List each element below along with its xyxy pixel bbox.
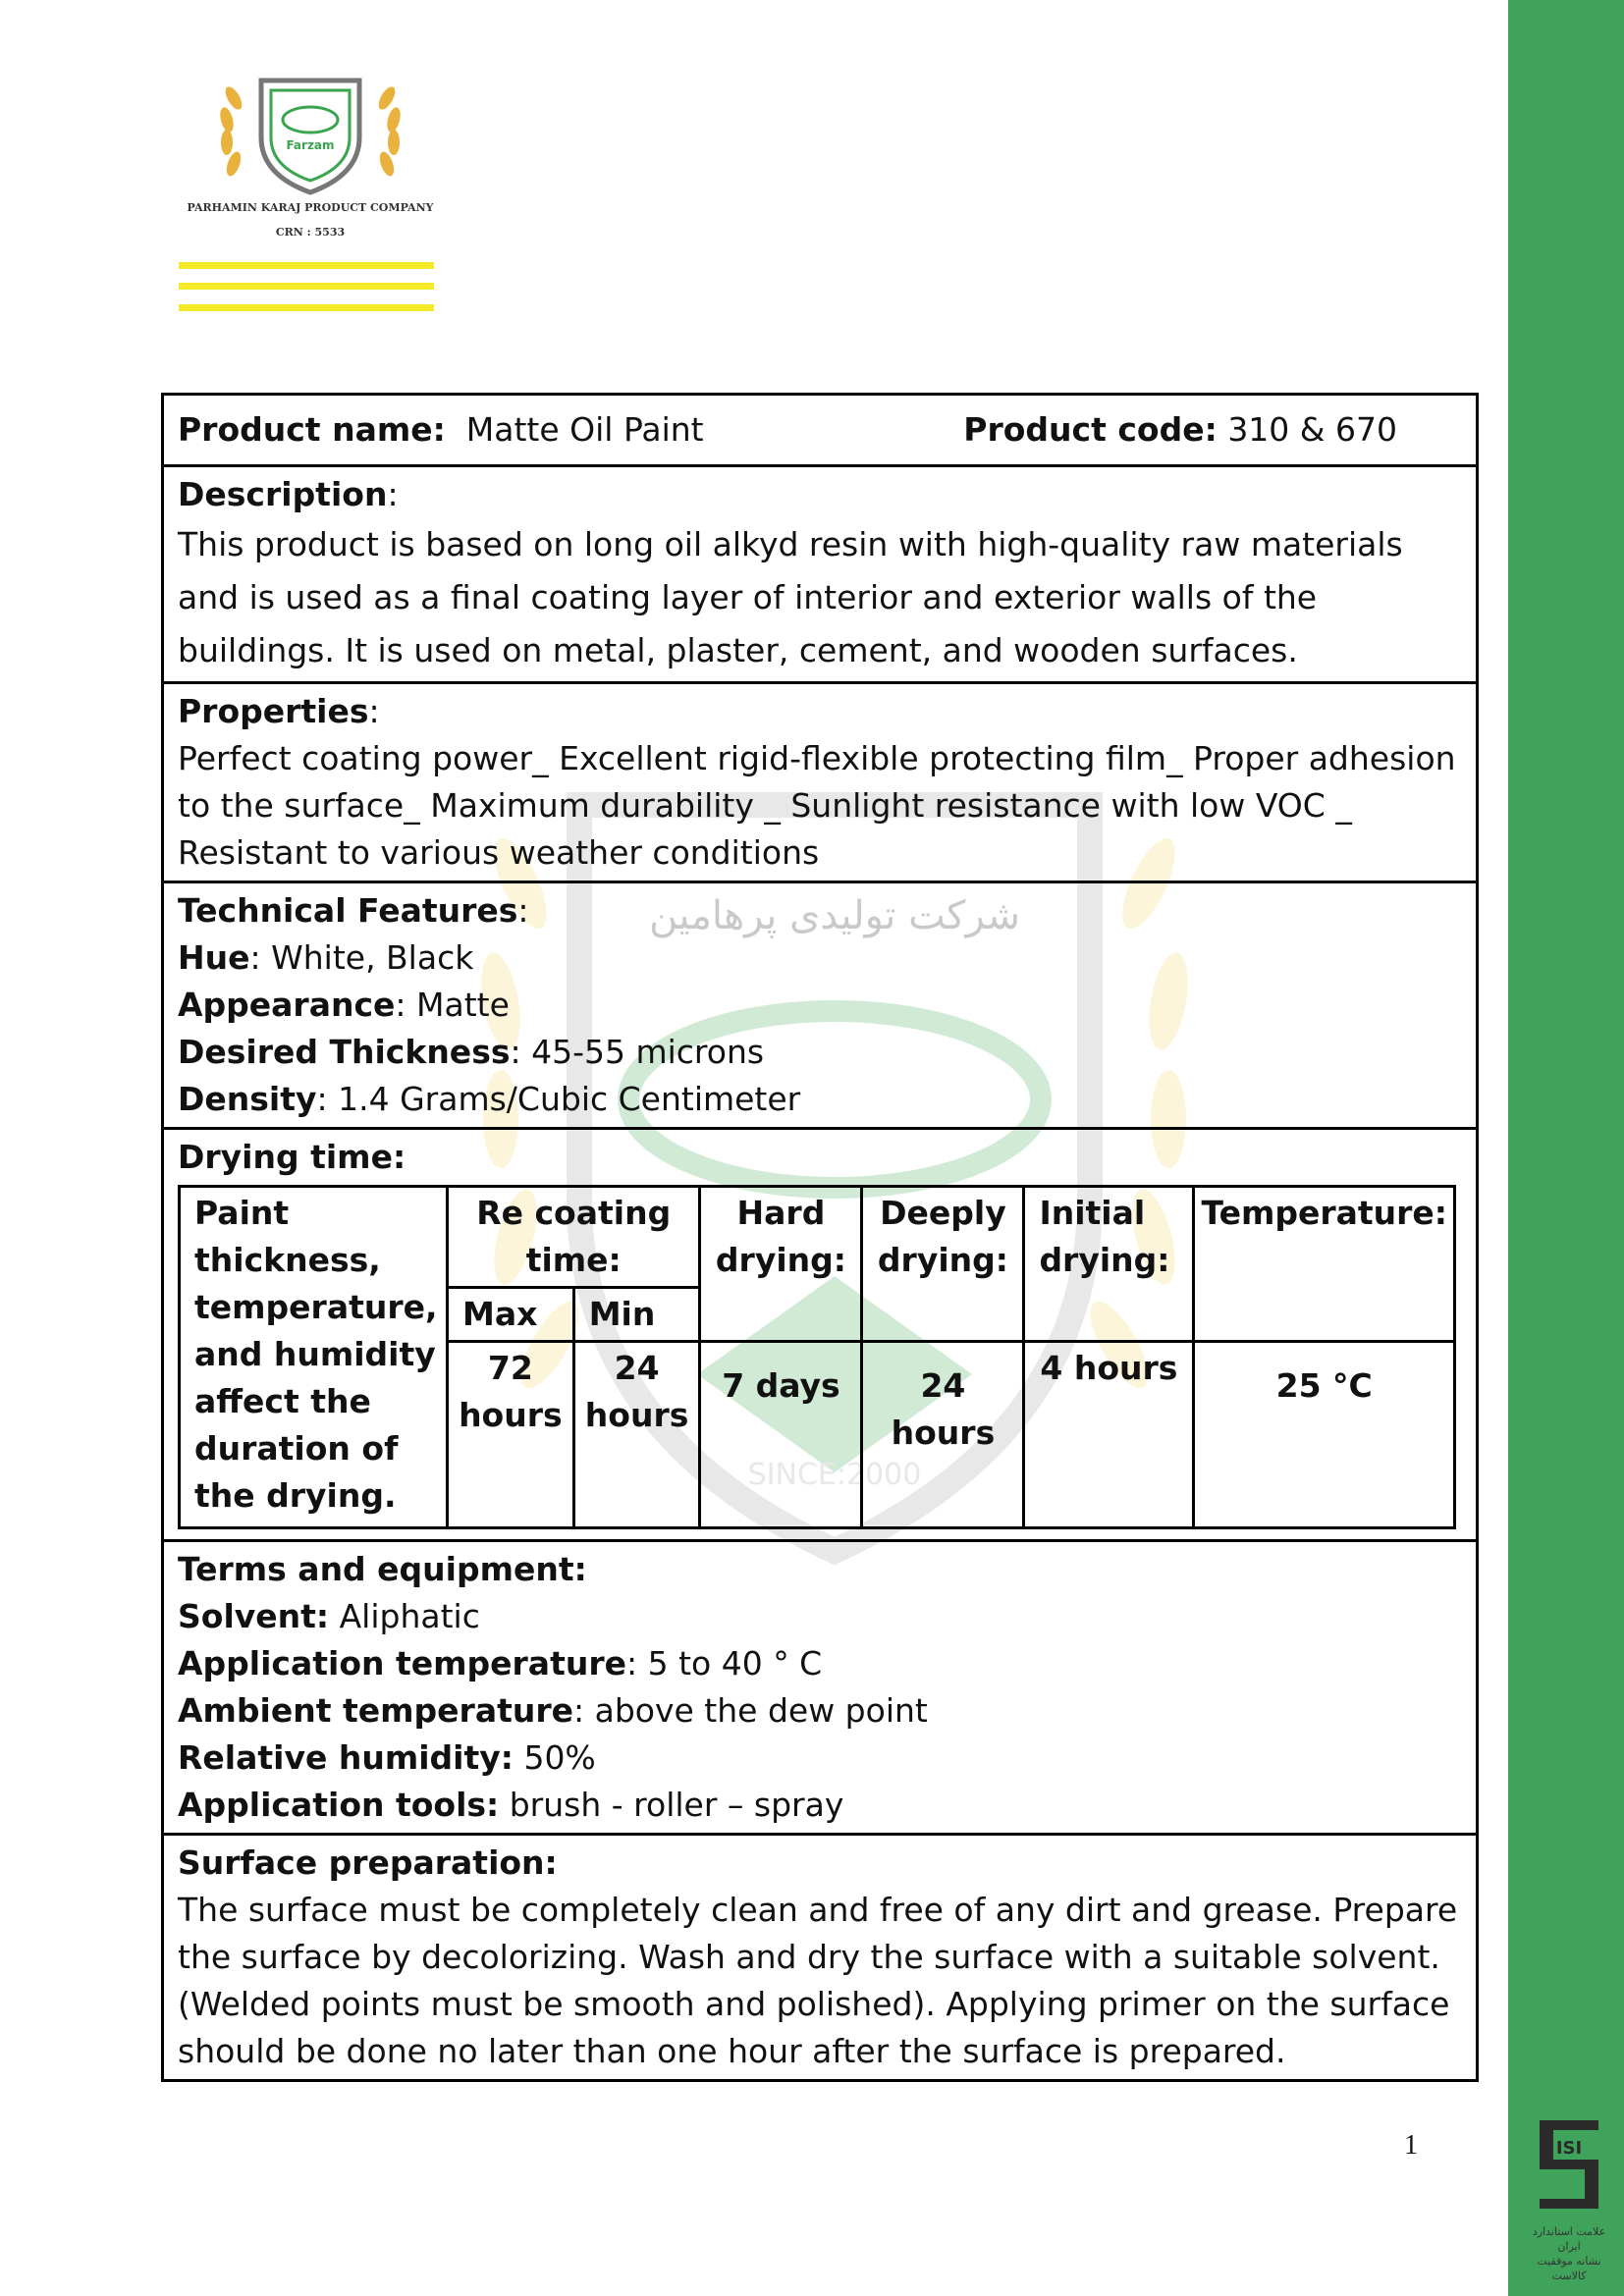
feature-row: Desired Thickness: 45-55 microns (178, 1033, 765, 1071)
product-name-value: Matte Oil Paint (465, 410, 704, 449)
properties-section: Properties: Perfect coating power_ Excellent rigid-flexible protecting film_ Proper adhesion to the surface_ Maximum durability _ Sunlight resistance with low VOC _ Resistant to various weather conditions (164, 684, 1476, 883)
product-name-label: Product name: (178, 410, 446, 449)
product-header-row (164, 396, 1476, 467)
description-text: This product is based on long oil alkyd resin with high-quality raw materials and is used as a final coating layer of interior and exterior walls of the buildings. It is used on metal, plaster, cement, and wooden surfaces. (178, 525, 1403, 669)
company-crest-icon (173, 59, 448, 196)
technical-features-section: Technical Features: Hue: White, Black Appearance: Matte Desired Thickness: 45-55 microns Density: 1.4 Grams/Cubic Centimeter (164, 883, 1476, 1130)
technical-features-label: Technical Features (178, 891, 518, 930)
feature-row: Hue: White, Black (178, 938, 474, 977)
drying-note: Paint thickness, temperature, and humidity affect the duration of the drying. (180, 1187, 448, 1528)
properties-text: Perfect coating power_ Excellent rigid-flexible protecting film_ Proper adhesion to the surface_ Maximum durability _ Sunlight resistance with low VOC _ Resistant to various weather conditions (178, 739, 1456, 872)
feature-row: Density: 1.4 Grams/Cubic Centimeter (178, 1080, 801, 1118)
terms-equipment-label: Terms and equipment: (178, 1550, 587, 1588)
terms-equipment-section (164, 1542, 1476, 1836)
recoating-header: Re coating time: (448, 1187, 700, 1288)
hard-drying-value: 7 days (700, 1342, 862, 1528)
svg-text:ISI: ISI (1555, 2138, 1583, 2159)
drying-time-section (164, 1130, 1476, 1542)
company-name: PARHAMIN KARAJ PRODUCT COMPANY (187, 201, 434, 214)
company-logo (173, 59, 448, 344)
terms-row: Ambient temperature: above the dew point (178, 1691, 928, 1730)
recoating-min-value: 24 hours (573, 1342, 700, 1528)
description-section: Description: This product is based on long oil alkyd resin with high-quality raw materials and is used as a final coating layer of interior and exterior walls of the buildings. It is used on metal, plaster, cement, and wooden surfaces. (164, 467, 1476, 684)
product-code-label: Product code: (963, 410, 1218, 449)
page-number: 1 (1404, 2130, 1418, 2161)
drying-time-label: Drying time: (178, 1138, 406, 1176)
watermark-since-text: SINCE:2000 (747, 1458, 922, 1492)
product-code-field (963, 406, 1397, 454)
terms-row: Application tools: brush - roller – spray (178, 1786, 844, 1824)
product-name-field (178, 406, 704, 454)
recoating-max-header: Max (448, 1288, 574, 1342)
logo-yellow-line (179, 283, 434, 290)
logo-yellow-line (179, 304, 434, 311)
hard-drying-header: Hard drying: (700, 1187, 862, 1342)
surface-preparation-section (164, 1836, 1476, 2079)
initial-drying-header: Initial drying: (1024, 1187, 1194, 1342)
drying-time-table (178, 1185, 1456, 1529)
watermark-persian-text: شرکت تولیدی پرهامین (648, 893, 1021, 938)
recoating-max-value: 72 hours (448, 1342, 574, 1528)
feature-row: Appearance: Matte (178, 986, 510, 1024)
iran-standard-mark (1522, 2110, 1616, 2283)
surface-preparation-label: Surface preparation: (178, 1843, 558, 1882)
surface-preparation-text: The surface must be completely clean and free of any dirt and grease. Prepare the surface by decolorizing. Wash and dry the surface with a suitable solvent. (Welded points must be smooth and polished). Applying primer on the surface should be done no later than one hour after the surface is prepared. (178, 1891, 1458, 2070)
product-datasheet (161, 393, 1479, 2082)
recoating-min-header: Min (573, 1288, 700, 1342)
company-crn: CRN : 5533 (275, 226, 346, 239)
terms-row: Relative humidity: 50% (178, 1738, 596, 1777)
product-code-value: 310 & 670 (1227, 410, 1397, 449)
description-label: Description (178, 475, 388, 513)
green-side-bar (1508, 0, 1624, 2296)
standard-mark-caption: علامت استاندارد ایران نشانه موفقیت کالاست (1532, 2225, 1606, 2282)
properties-label: Properties (178, 692, 369, 730)
svg-text:Farzam: Farzam (286, 138, 335, 152)
logo-yellow-line (179, 262, 434, 269)
deep-drying-value: 24 hours (862, 1342, 1024, 1528)
terms-row: Solvent: Aliphatic (178, 1597, 480, 1635)
temperature-value: 25 °C (1194, 1342, 1455, 1528)
initial-drying-value: 4 hours (1024, 1342, 1194, 1528)
standard-mark-icon (1530, 2110, 1608, 2218)
temperature-header: Temperature: (1194, 1187, 1455, 1342)
deep-drying-header: Deeply drying: (862, 1187, 1024, 1342)
terms-row: Application temperature: 5 to 40 ° C (178, 1644, 823, 1682)
